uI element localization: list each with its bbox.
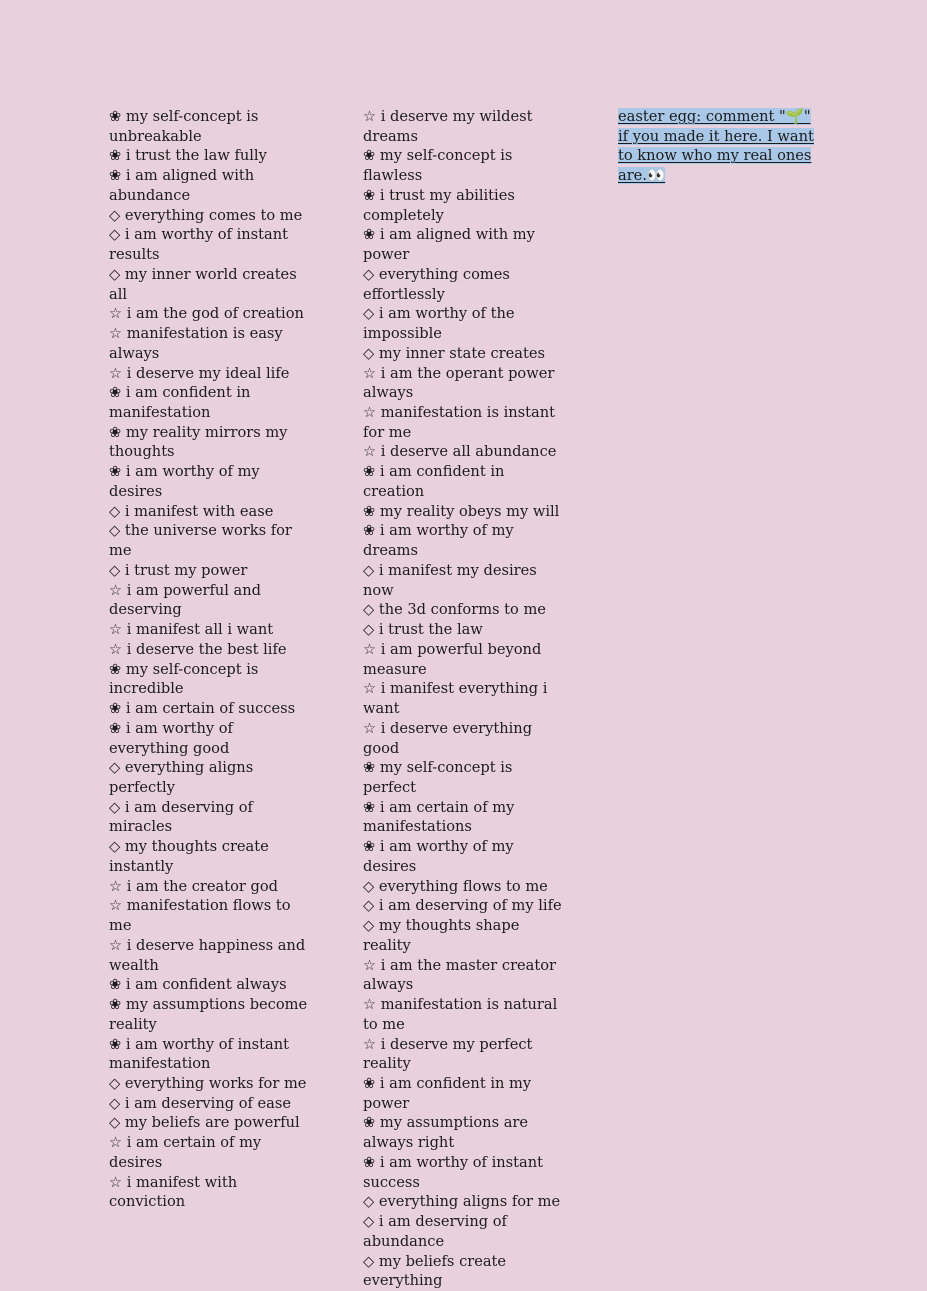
affirmation-line: ❀ i am confident in manifestation bbox=[109, 384, 251, 422]
affirmation-line: ◇ the universe works for me bbox=[109, 522, 292, 560]
affirmation-line: ◇ everything works for me bbox=[109, 1074, 307, 1092]
affirmation-line: ❀ i am worthy of my dreams bbox=[363, 522, 514, 560]
affirmation-line: ◇ i am deserving of my life bbox=[363, 897, 562, 915]
affirmation-line: ☆ i manifest with conviction bbox=[109, 1173, 238, 1211]
affirmation-line: ◇ my beliefs are powerful bbox=[109, 1114, 300, 1132]
affirmation-line: ☆ i deserve all abundance bbox=[363, 443, 557, 461]
affirmation-line: ❀ my self-concept is perfect bbox=[363, 759, 513, 796]
affirmation-line: ☆ i am the god of creation bbox=[109, 305, 304, 323]
affirmation-line: ❀ i am certain of success bbox=[109, 700, 296, 718]
affirmation-line: ☆ manifestation is instant for me bbox=[363, 404, 555, 441]
affirmation-line: ◇ my inner world creates all bbox=[109, 265, 297, 303]
affirmation-line: ❀ i trust my abilities completely bbox=[363, 186, 515, 224]
affirmation-line: ☆ i deserve my wildest dreams bbox=[363, 108, 533, 145]
affirmation-line: ◇ i manifest with ease bbox=[109, 502, 274, 520]
affirmation-line: ☆ i am powerful beyond measure bbox=[363, 640, 542, 678]
affirmation-line: ☆ i deserve my ideal life bbox=[109, 364, 290, 382]
affirmation-line: ◇ i am deserving of ease bbox=[109, 1094, 292, 1112]
affirmation-line: ◇ my inner state creates bbox=[363, 344, 545, 362]
affirmation-line: ◇ i trust the law bbox=[363, 621, 483, 639]
affirmation-line: ◇ everything comes to me bbox=[109, 206, 303, 224]
affirmation-line: ◇ everything comes effortlessly bbox=[363, 265, 510, 303]
affirmation-line: ◇ everything flows to me bbox=[363, 877, 548, 895]
affirmation-line: ☆ i manifest everything i want bbox=[363, 680, 548, 718]
affirmation-line: ❀ i am confident always bbox=[109, 976, 287, 994]
affirmation-line: ❀ my assumptions become reality bbox=[109, 996, 308, 1033]
affirmation-line: ❀ i am aligned with abundance bbox=[109, 167, 255, 204]
affirmation-line: ☆ i manifest all i want bbox=[109, 621, 274, 639]
affirmation-line: ❀ my self-concept is unbreakable bbox=[109, 108, 259, 145]
affirmation-line: ◇ my thoughts shape reality bbox=[363, 917, 520, 954]
affirmation-line: ◇ i am worthy of instant results bbox=[109, 226, 288, 264]
affirmation-line: ☆ i deserve the best life bbox=[109, 640, 287, 658]
affirmation-line: ☆ i am the creator god bbox=[109, 877, 278, 895]
affirmation-line: ❀ my self-concept is incredible bbox=[109, 660, 259, 698]
affirmation-line: ◇ i am worthy of the impossible bbox=[363, 305, 515, 343]
affirmation-line: ☆ i am the master creator always bbox=[363, 956, 557, 994]
easter-egg-text[interactable]: easter egg: comment "🌱" if you made it here. I want to know who my real ones are.👀 bbox=[618, 108, 814, 185]
affirmation-line: ❀ my reality obeys my will bbox=[363, 502, 560, 520]
affirmation-line: ❀ my reality mirrors my thoughts bbox=[109, 423, 288, 461]
affirmation-line: ◇ the 3d conforms to me bbox=[363, 601, 546, 619]
affirmation-line: ❀ i am worthy of instant success bbox=[363, 1153, 543, 1191]
affirmation-line: ◇ my thoughts create instantly bbox=[109, 838, 269, 875]
affirmation-line: ☆ i am the operant power always bbox=[363, 364, 555, 402]
affirmation-line: ☆ manifestation is natural to me bbox=[363, 996, 558, 1033]
affirmation-line: ☆ i am powerful and deserving bbox=[109, 581, 261, 619]
affirmation-line: ☆ i deserve happiness and wealth bbox=[109, 936, 306, 974]
affirmations-column-1 bbox=[109, 107, 309, 1212]
affirmation-line: ◇ my beliefs create everything bbox=[363, 1252, 507, 1290]
affirmation-line: ◇ i am deserving of miracles bbox=[109, 798, 253, 836]
affirmation-line: ❀ my self-concept is flawless bbox=[363, 147, 513, 185]
affirmation-line: ❀ i am certain of my manifestations bbox=[363, 798, 515, 836]
affirmation-line: ◇ i manifest my desires now bbox=[363, 561, 537, 599]
affirmation-line: ❀ i trust the law fully bbox=[109, 147, 267, 165]
affirmation-line: ☆ i deserve my perfect reality bbox=[363, 1035, 533, 1073]
affirmation-line: ◇ everything aligns for me bbox=[363, 1193, 561, 1211]
affirmation-line: ❀ i am worthy of my desires bbox=[363, 838, 514, 875]
affirmation-line: ☆ i am certain of my desires bbox=[109, 1134, 262, 1171]
affirmation-line: ☆ manifestation flows to me bbox=[109, 897, 291, 935]
affirmation-line: ❀ i am worthy of instant manifestation bbox=[109, 1035, 289, 1073]
affirmation-line: ◇ i trust my power bbox=[109, 561, 248, 579]
affirmation-line: ❀ i am worthy of my desires bbox=[109, 463, 260, 500]
affirmation-line: ❀ i am confident in my power bbox=[363, 1074, 532, 1112]
affirmation-line: ❀ i am aligned with my power bbox=[363, 226, 535, 264]
easter-egg-note[interactable] bbox=[618, 107, 822, 186]
affirmation-line: ◇ everything aligns perfectly bbox=[109, 759, 254, 796]
affirmation-line: ❀ my assumptions are always right bbox=[363, 1114, 529, 1152]
affirmation-line: ☆ i deserve everything good bbox=[363, 719, 533, 757]
affirmations-column-2 bbox=[363, 107, 568, 1291]
affirmation-line: ❀ i am confident in creation bbox=[363, 463, 505, 500]
affirmation-line: ☆ manifestation is easy always bbox=[109, 325, 283, 362]
affirmation-line: ◇ i am deserving of abundance bbox=[363, 1213, 507, 1250]
affirmation-line: ❀ i am worthy of everything good bbox=[109, 719, 233, 757]
